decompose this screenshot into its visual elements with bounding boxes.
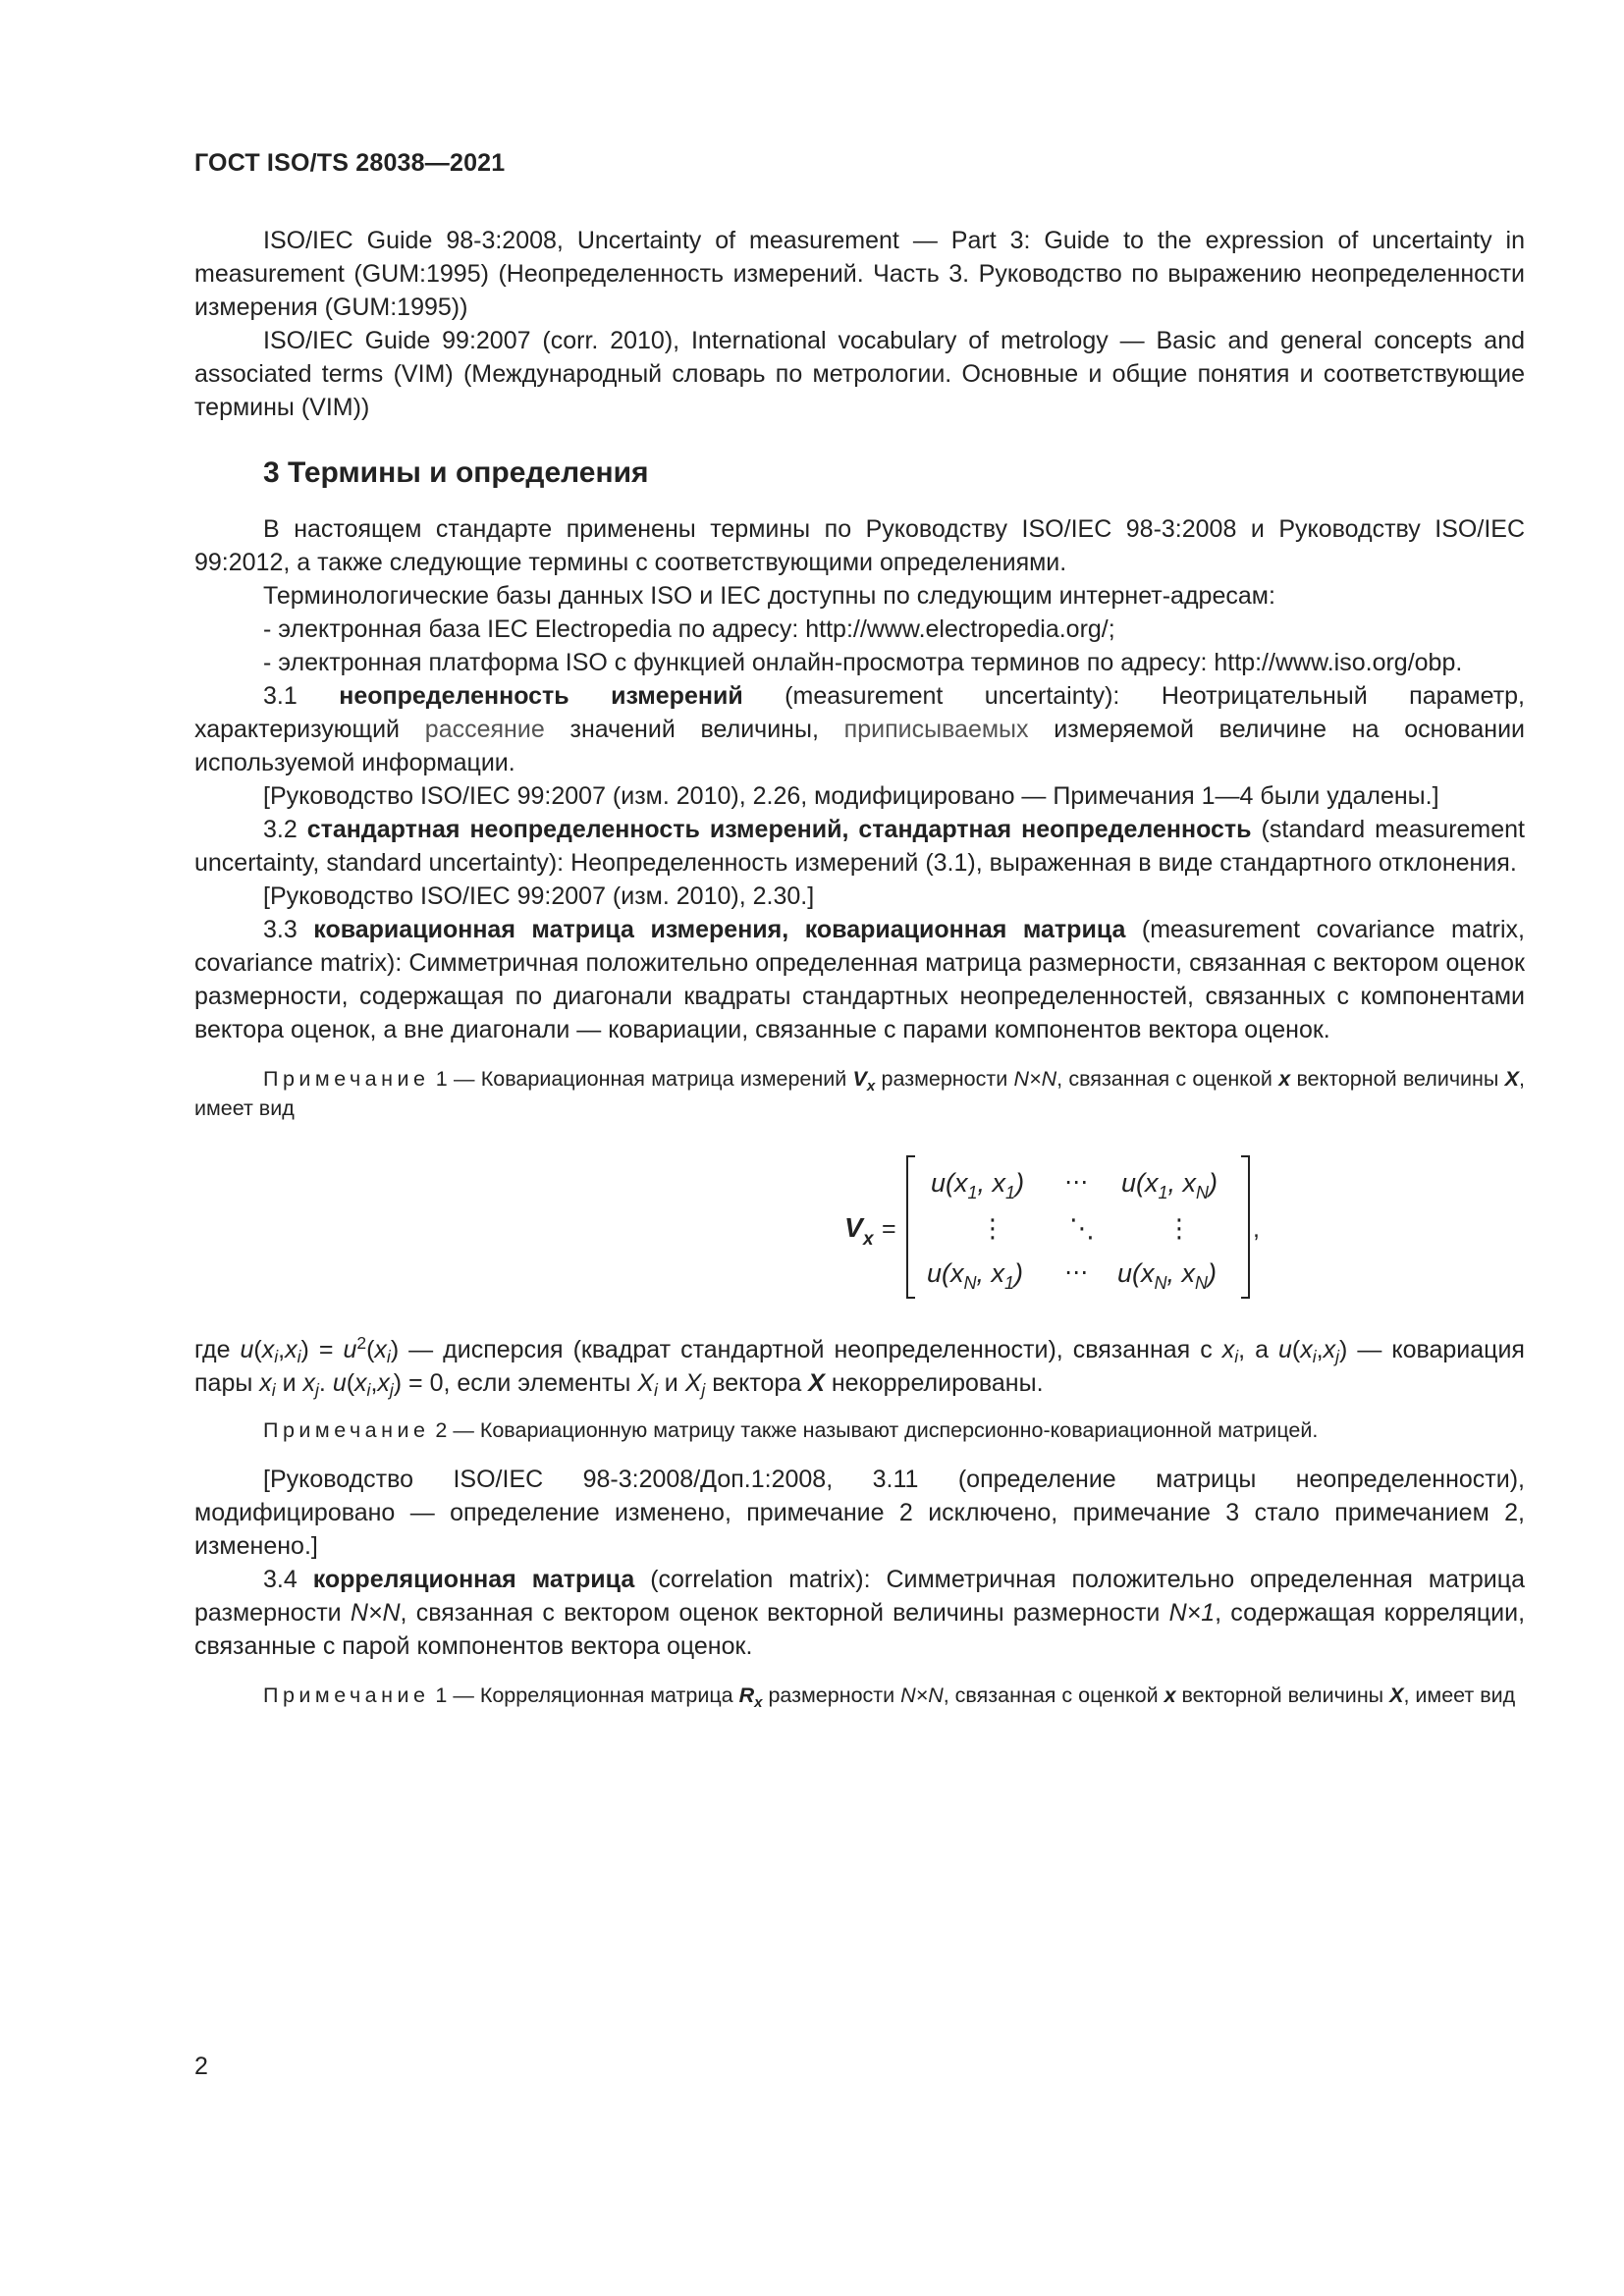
symbol-X-bold: X (808, 1369, 825, 1397)
symbol-sub-j: j (315, 1380, 319, 1400)
symbol-sub-i: i (1312, 1347, 1317, 1366)
matrix-svg (636, 1150, 1265, 1308)
symbol-x: x (302, 1369, 316, 1397)
symbol-comma: , (278, 1336, 286, 1363)
symbol-sub-i: i (274, 1347, 279, 1366)
section-heading: 3 Термины и определения (263, 456, 649, 489)
note-text: размерности (875, 1067, 1014, 1091)
symbol-x: x (1221, 1336, 1235, 1363)
symbol-sub-x: x (866, 1078, 876, 1095)
symbol-eq: = (308, 1336, 344, 1363)
symbol-x: x (374, 1336, 387, 1363)
symbol-x: x (1278, 1067, 1291, 1091)
where-text: вектора (705, 1369, 809, 1397)
reference-item: ISO/IEC Guide 99:2007 (corr. 2010), International vocabulary of metrology — Basic and general concepts and associated terms (VIM) (Международный словарь по метрологии. Основные и общие понятия и соответствующие термины (VIM)) (194, 327, 1525, 421)
databases-line: Терминологические базы данных ISO и IEC доступны по следующим интернет-адресам: (263, 582, 1275, 610)
where-text: , а (1238, 1336, 1279, 1363)
symbol-paren: ( (253, 1336, 262, 1363)
symbol-x: x (377, 1369, 390, 1397)
note-3-4-1 (194, 1681, 1525, 1710)
symbol-x: x (259, 1369, 272, 1397)
matrix-cell-n-n: $u(x_N$, $x_N$) (1117, 1258, 1218, 1293)
symbol-V: V (852, 1067, 867, 1091)
term-number: 3.3 (263, 916, 314, 943)
symbol-x: x (354, 1369, 367, 1397)
term-definition: (measurement covariance matrix, covariance matrix): Симметричная положительно определенная матрица размерности, связанная с вектором оценок размерности, содержащая по диагонали квадраты стандартных неопределенностей, связанных с компонентами вектора оценок, а вне диагонали — ковариации, связанные с парами компонентов вектора оценок. (194, 916, 1525, 1043)
where-text: некоррелированы. (824, 1369, 1044, 1397)
symbol-x: x (285, 1336, 298, 1363)
term-definition: (measurement uncertainty): Неотрицательный параметр, характеризующий (194, 682, 1525, 743)
symbol-x: x (1164, 1683, 1176, 1707)
symbol-sub-i: i (297, 1347, 301, 1366)
where-clause (194, 1333, 1525, 1400)
matrix-hdots: ⋯ (1064, 1169, 1088, 1196)
term-definition: , связанная с вектором оценок векторной величины размерности (400, 1599, 1169, 1627)
symbol-paren: ) (1338, 1336, 1348, 1363)
symbol-X: X (684, 1369, 702, 1397)
symbol-paren: ( (346, 1369, 355, 1397)
symbol-sub-i: i (271, 1380, 276, 1400)
symbol-u: u (240, 1336, 254, 1363)
highlighted-word: рассеяние (424, 716, 545, 743)
term-definition: (correlation matrix): Симметричная положительно определенная матрица размерности (194, 1566, 1525, 1627)
term-entry-3-2 (194, 813, 1525, 880)
term-entry-3-1 (194, 679, 1525, 779)
note-text: векторной величины (1175, 1683, 1390, 1707)
symbol-sub-i: i (653, 1380, 658, 1400)
term-name: стандартная неопределенность измерений, стандартная неопределенность (306, 816, 1252, 843)
note-text: , имеет вид (1403, 1683, 1516, 1707)
symbol-u: u (1278, 1336, 1292, 1363)
symbol-X: X (1504, 1067, 1520, 1091)
term-number: 3.4 (263, 1566, 313, 1593)
note-text: 1 — Ковариационная матрица измерений (429, 1067, 853, 1091)
matrix-vdots: ⋮ (980, 1213, 1005, 1243)
where-text: . (318, 1369, 333, 1397)
highlighted-word: приписываемых (843, 716, 1029, 743)
symbol-x: x (261, 1336, 275, 1363)
section-intro: В настоящем стандарте применены термины по Руководству ISO/IEC 98-3:2008 и Руководству ISO/IEC 99:2012, а также следующие термины с соответствующими определениями. (194, 515, 1525, 576)
symbol-NxN: N×N (350, 1599, 401, 1627)
symbol-x: x (1323, 1336, 1336, 1363)
note-text: , связанная с оценкой (1056, 1067, 1279, 1091)
document-header: ГОСТ ISO/TS 28038—2021 (194, 149, 506, 177)
term-name: ковариационная матрица измерения, ковариационная матрица (313, 916, 1126, 943)
note-text: векторной величины (1290, 1067, 1505, 1091)
term-source: [Руководство ISO/IEC 99:2007 (изм. 2010), 2.30.] (263, 882, 815, 910)
matrix-cell-n-1: $u(x_N$, $x_1$) (927, 1258, 1024, 1293)
symbol-sup-2: 2 (356, 1333, 367, 1353)
matrix-equals: = (882, 1215, 896, 1243)
term-entry-3-3 (194, 913, 1525, 1046)
term-entry-3-4 (194, 1563, 1525, 1663)
term-name: неопределенность измерений (339, 682, 743, 710)
term-source: [Руководство ISO/IEC 99:2007 (изм. 2010), 2.26, модифицировано — Примечания 1—4 были удалены.] (263, 782, 1439, 810)
symbol-comma: , (1316, 1336, 1324, 1363)
page-number: 2 (194, 2053, 208, 2080)
symbol-x: x (1300, 1336, 1313, 1363)
symbol-X: X (1389, 1683, 1404, 1707)
where-text: и (275, 1369, 303, 1397)
database-item: - электронная платформа ISO с функцией онлайн-просмотра терминов по адресу: http://www.iso.org/obp. (263, 649, 1463, 676)
matrix-cell-1-1: $u(x_1$, $x_1$) (931, 1168, 1025, 1202)
term-source: [Руководство ISO/IEC 98-3:2008/Доп.1:2008, 3.11 (определение матрицы неопределенности), модифицировано — определение изменено, примечание 2 исключено, примечание 3 стало примечанием 2, изменено.] (194, 1466, 1525, 1560)
note-label: Примечание (263, 1067, 430, 1091)
symbol-Nx1: N×1 (1168, 1599, 1216, 1627)
symbol-NxN: N×N (1013, 1067, 1057, 1091)
term-definition: , содержащая корреляции, связанные с парой компонентов вектора оценок. (194, 1599, 1526, 1660)
symbol-sub-i: i (386, 1347, 391, 1366)
note-label: Примечание (263, 1683, 430, 1707)
where-text: — ковариация пары (194, 1336, 1525, 1397)
symbol-X: X (637, 1369, 654, 1397)
note-text: , имеет вид (194, 1067, 1525, 1120)
term-number: 3.1 (263, 682, 340, 710)
matrix-lhs: V (844, 1212, 863, 1243)
note-text: размерности (762, 1683, 901, 1707)
symbol-comma: , (370, 1369, 378, 1397)
symbol-u: u (343, 1336, 357, 1363)
symbol-sub-x: x (754, 1694, 763, 1711)
symbol-R: R (738, 1683, 755, 1707)
reference-item: ISO/IEC Guide 98-3:2008, Uncertainty of measurement — Part 3: Guide to the expression of uncertainty in measurement (GUM:1995) (Неопределенность измерений. Часть 3. Руководство по выражению неопределенности измерения (GUM:1995)) (194, 227, 1525, 321)
covariance-matrix-formula (194, 1150, 1525, 1308)
note-3-3-1 (194, 1064, 1525, 1123)
matrix-right-bracket (1241, 1156, 1249, 1298)
matrix-trailing-comma: , (1253, 1215, 1260, 1243)
where-text: = 0, если элементы (402, 1369, 638, 1397)
term-definition: (standard measurement uncertainty, standard uncertainty): Неопределенность измерений (3.1), выраженная в виде стандартного отклонения. (194, 816, 1525, 877)
matrix-hdots: ⋯ (1064, 1259, 1088, 1286)
term-definition: измеряемой величине на основании используемой информации. (194, 716, 1526, 776)
symbol-paren: ) (300, 1336, 309, 1363)
matrix-lhs-sub: x (863, 1229, 874, 1250)
matrix-cell-1-n: $u(x_1$, $x_N$) (1121, 1168, 1218, 1202)
symbol-paren: ( (366, 1336, 375, 1363)
matrix-ddots: ⋱ (1069, 1213, 1095, 1243)
where-text: где (194, 1336, 241, 1363)
term-number: 3.2 (263, 816, 307, 843)
symbol-sub-j: j (389, 1380, 394, 1400)
database-item: - электронная база IEC Electropedia по адресу: http://www.electropedia.org/; (263, 615, 1115, 643)
term-definition: значений величины, (544, 716, 844, 743)
where-text: — дисперсия (квадрат стандартной неопределенности), связанная с (399, 1336, 1222, 1363)
symbol-paren: ) (390, 1336, 400, 1363)
symbol-NxN: N×N (900, 1683, 944, 1707)
note-3-3-2 (194, 1415, 1525, 1445)
note-label: Примечание (263, 1418, 430, 1442)
symbol-u: u (332, 1369, 347, 1397)
where-text: и (657, 1369, 685, 1397)
document-body (194, 224, 1525, 1710)
symbol-sub-i: i (1234, 1347, 1239, 1366)
matrix-left-bracket (907, 1156, 915, 1298)
matrix-vdots: ⋮ (1166, 1213, 1192, 1243)
term-name: корреляционная матрица (312, 1566, 635, 1593)
note-text: 2 — Ковариационную матрицу также называют дисперсионно-ковариационной матрицей. (429, 1418, 1319, 1442)
symbol-sub-i: i (366, 1380, 371, 1400)
symbol-paren: ) (393, 1369, 403, 1397)
note-text: , связанная с оценкой (943, 1683, 1164, 1707)
note-text: 1 — Корреляционная матрица (429, 1683, 739, 1707)
symbol-paren: ( (1291, 1336, 1301, 1363)
symbol-sub-j: j (1335, 1347, 1339, 1366)
symbol-sub-j: j (701, 1380, 706, 1400)
